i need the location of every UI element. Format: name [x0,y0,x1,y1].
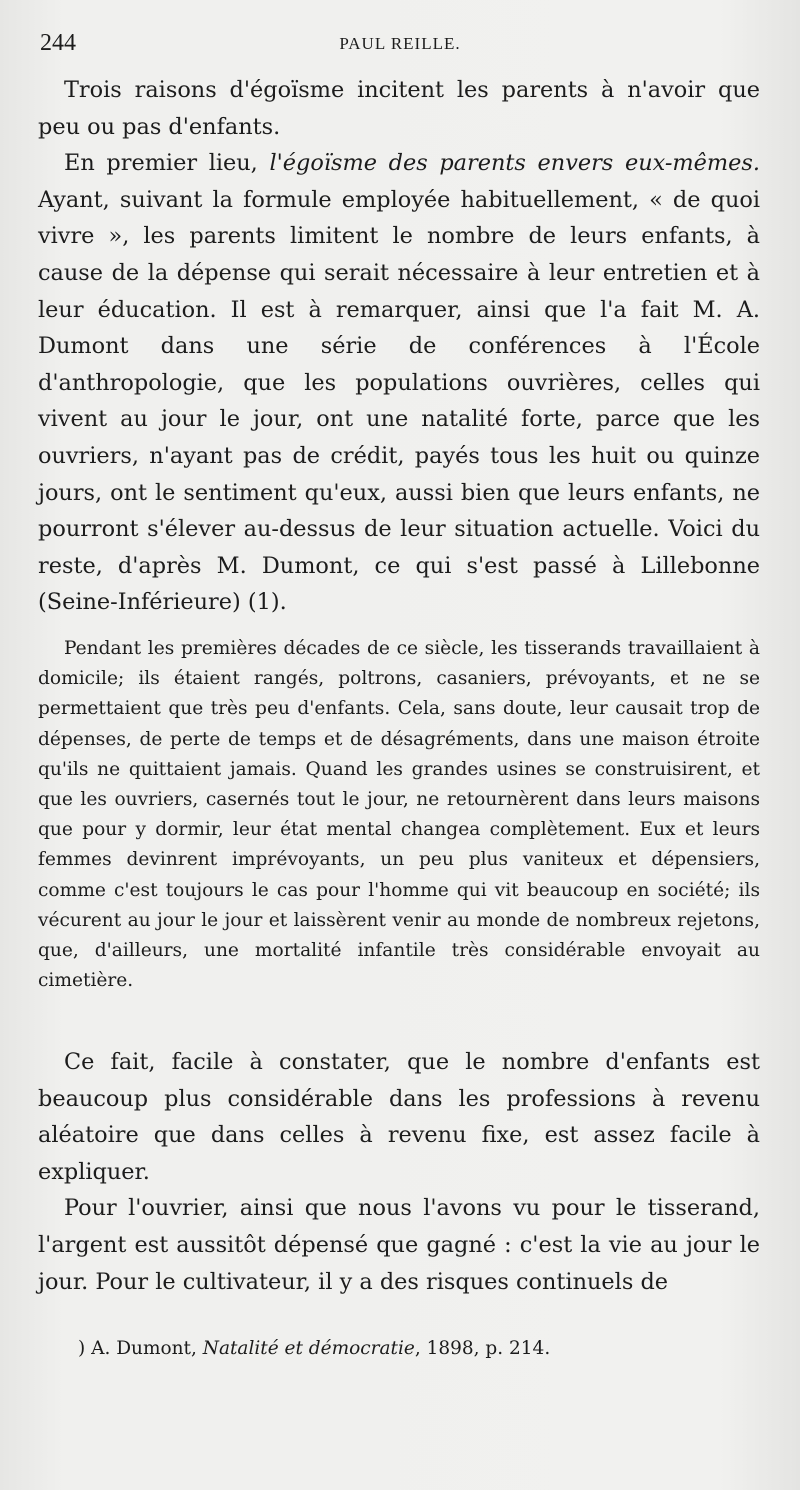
paragraph-lead: En premier lieu, [64,150,270,177]
paragraph-fact: Ce fait, facile à constater, que le nombre d'enfants est beaucoup plus considérable dans les professions à revenu aléatoire que dans celles à revenu fixe, est assez facile à expliquer. [38,1049,760,1185]
running-head: PAUL REILLE. [339,34,461,53]
paragraph-intro: Trois raisons d'égoïsme incitent les parents à n'avoir que peu ou pas d'enfants. [38,77,760,140]
footnote-title: Natalité et démocratie [202,1338,415,1359]
page-number: 244 [40,30,76,56]
paragraph-rest: Ayant, suivant la formule employée habituellement, « de quoi vivre », les parents limitent le nombre de leurs enfants, à cause de la dépense qui serait nécessaire à leur entretien et à leur éducation. Il est à remarquer, ainsi que l'a fait M. A. Dumont dans une série de conférences à l'École d'anthropologie, que les populations ouvrières, celles qui vivent au jour le jour, ont une natalité forte, parce que les ouvriers, n'ayant pas de crédit, payés tous les huit ou quinze jours, ont le sentiment qu'eux, aussi bien que leurs enfants, ne pourront s'élever au-dessus de leur situation actuelle. Voici du reste, d'après M. Dumont, ce qui s'est passé à Lillebonne (Seine-Inférieure) (1). [38,186,760,616]
emphasis-text: l'égoïsme des parents envers eux-mêmes. [269,150,760,177]
body-text-bottom [38,1044,760,1300]
body-text-top [38,72,760,621]
page-header [40,30,760,64]
footnote-rest: , 1898, p. 214. [414,1338,551,1359]
paragraph-first-reason [38,145,760,621]
paragraph-worker: Pour l'ouvrier, ainsi que nous l'avons vu pour le tisserand, l'argent est aussitôt dépensé que gagné : c'est la vie au jour le jour. Pour le cultivateur, il y a des risques continuels de [38,1195,760,1295]
quote-paragraph: Pendant les premières décades de ce siècle, les tisserands travaillaient à domicile; ils étaient rangés, poltrons, casaniers, prévoyants, et ne se permettaient que très peu d'enfants. Cela, sans doute, leur causait trop de dépenses, de perte de temps et de désagréments, dans une maison étroite qu'ils ne quittaient jamais. Quand les grandes usines se construisirent, et que les ouvriers, casernés tout le jour, ne retournèrent dans leurs maisons que pour y dormir, leur état mental changea complètement. Eux et leurs femmes devinrent imprévoyants, un peu plus vaniteux et dépensiers, comme c'est toujours le cas pour l'homme qui vit beaucoup en société; ils vécurent au jour le jour et laissèrent venir au monde de nombreux rejetons, que, d'ailleurs, une mortalité infantile très considérable envoyait au cimetière. [38,638,760,992]
block-quote [38,634,760,996]
footnote [78,1336,758,1362]
footnote-lead: ) A. Dumont, [78,1338,203,1359]
